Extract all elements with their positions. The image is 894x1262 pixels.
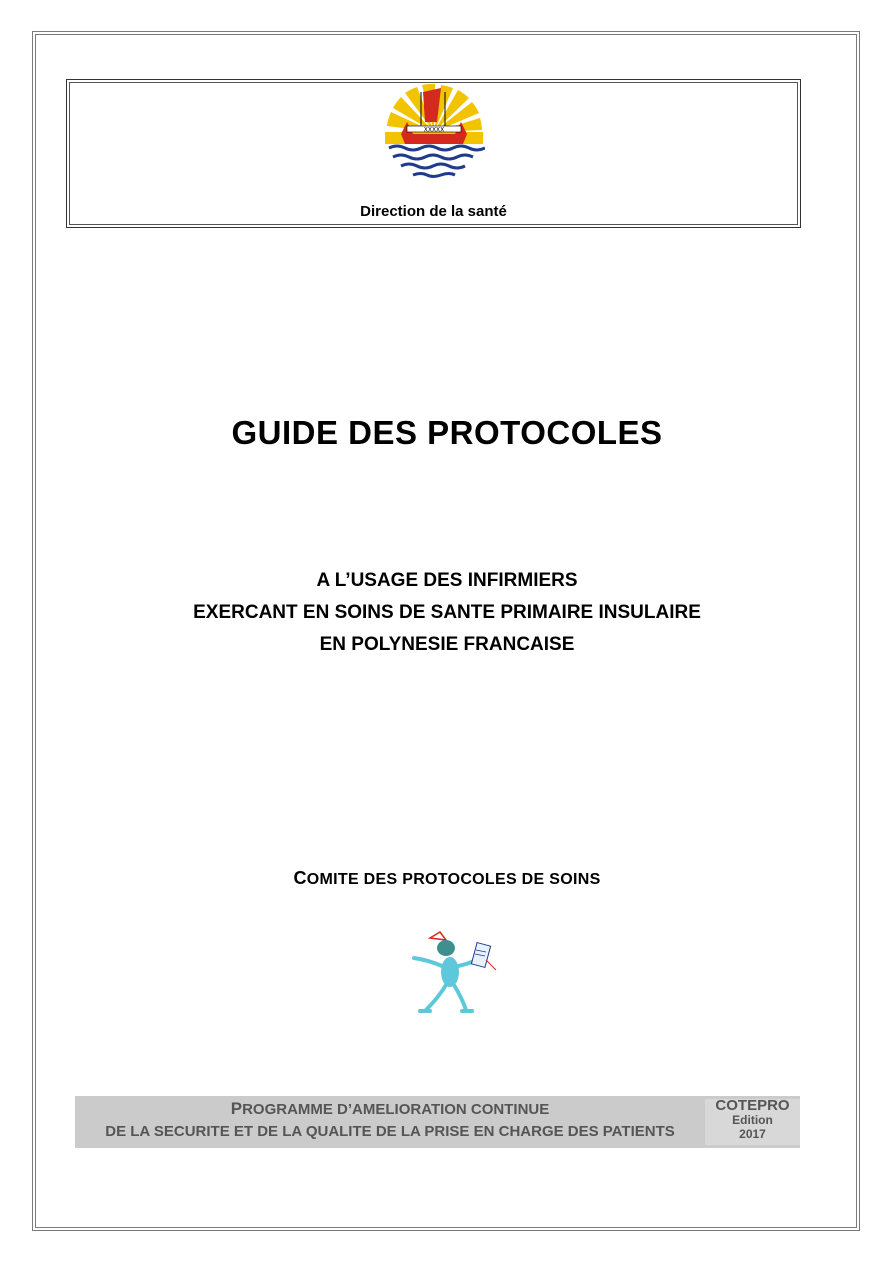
direction-label: Direction de la santé <box>360 203 507 220</box>
nurse-character-icon <box>404 930 502 1016</box>
footer-line-1-rest: ROGRAMME D’AMELIORATION CONTINUE <box>242 1101 550 1118</box>
document-subtitle <box>0 565 894 661</box>
committee-initial: C <box>293 868 307 888</box>
footer-edition-label: Edition <box>732 1113 773 1127</box>
footer-edition-box <box>705 1099 800 1145</box>
footer-program <box>75 1098 705 1143</box>
french-polynesia-coat-of-arms-icon <box>383 82 485 182</box>
footer-banner <box>75 1096 800 1148</box>
footer-line-1 <box>75 1098 705 1121</box>
subtitle-line-3: EN POLYNESIE FRANCAISE <box>319 634 575 655</box>
footer-year: 2017 <box>739 1127 766 1141</box>
subtitle-line-1: A L’USAGE DES INFIRMIERS <box>316 570 578 591</box>
footer-line-1-initial: P <box>230 1099 243 1118</box>
subtitle-line-2: EXERCANT EN SOINS DE SANTE PRIMAIRE INSULAIRE <box>193 602 701 623</box>
committee-label <box>0 868 894 889</box>
footer-line-2: DE LA SECURITE ET DE LA QUALITE DE LA PRISE EN CHARGE DES PATIENTS <box>105 1123 675 1140</box>
svg-text:XXXXX: XXXXX <box>423 126 445 134</box>
committee-rest: OMITE DES PROTOCOLES DE SOINS <box>306 871 601 888</box>
footer-code: COTEPRO <box>715 1097 790 1114</box>
document-title: GUIDE DES PROTOCOLES <box>231 414 663 451</box>
